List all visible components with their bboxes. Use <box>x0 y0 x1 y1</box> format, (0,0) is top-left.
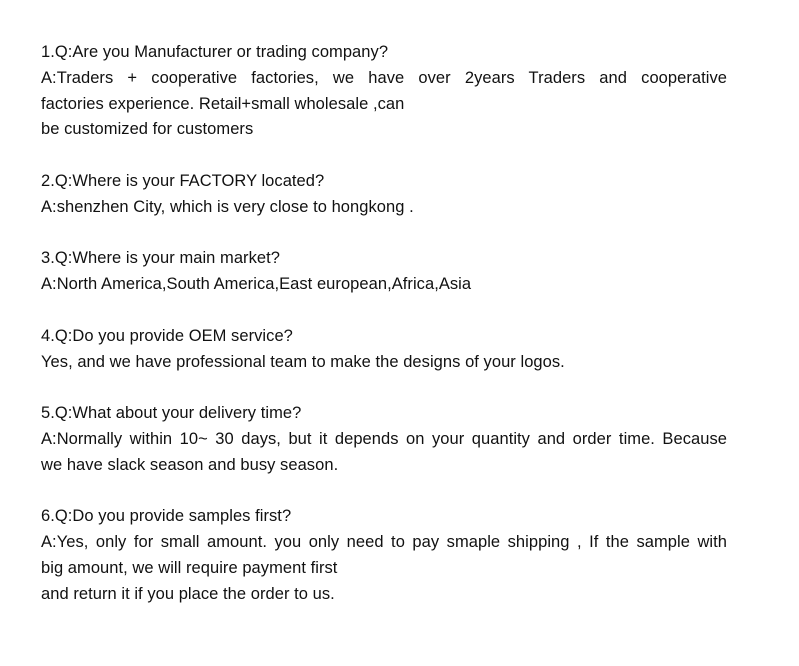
faq-answer-1-line-1: A:Traders + cooperative factories, we have over 2years Traders and cooperative <box>41 68 727 87</box>
faq-item-5 <box>41 401 727 478</box>
faq-answer-6-line-3: and return it if you place the order to us. <box>41 584 335 603</box>
faq-item-2 <box>41 169 727 221</box>
faq-answer-1-line-3: be customized for customers <box>41 120 254 139</box>
faq-question-3: 3.Q:Where is your main market? <box>41 249 280 268</box>
faq-question-5: 5.Q:What about your delivery time? <box>41 404 302 423</box>
faq-answer-1-line-2: factories experience. Retail+small wholesale ,can <box>41 94 405 113</box>
faq-item-6 <box>41 504 727 607</box>
faq-question-1: 1.Q:Are you Manufacturer or trading company? <box>41 43 389 61</box>
faq-answer-5-line-2: we have slack season and busy season. <box>41 455 339 474</box>
faq-answer-6-line-1: A:Yes, only for small amount. you only need to pay smaple shipping , If the sample with <box>41 533 727 552</box>
faq-answer-3-line-1: A:North America,South America,East european,Africa,Asia <box>41 275 472 294</box>
faq-question-4: 4.Q:Do you provide OEM service? <box>41 326 293 345</box>
faq-question-6: 6.Q:Do you provide samples first? <box>41 507 292 526</box>
faq-item-4 <box>41 324 727 376</box>
faq-answer-2-line-1: A:shenzhen City, which is very close to hongkong . <box>41 197 414 216</box>
faq-question-2: 2.Q:Where is your FACTORY located? <box>41 171 325 190</box>
faq-item-1 <box>41 40 727 143</box>
faq-list <box>41 40 727 633</box>
faq-item-3 <box>41 246 727 298</box>
faq-answer-6-line-2: big amount, we will require payment first <box>41 558 338 577</box>
faq-answer-5-line-1: A:Normally within 10~ 30 days, but it depends on your quantity and order time. Because <box>41 429 727 448</box>
faq-answer-4-line-1: Yes, and we have professional team to make the designs of your logos. <box>41 352 565 371</box>
